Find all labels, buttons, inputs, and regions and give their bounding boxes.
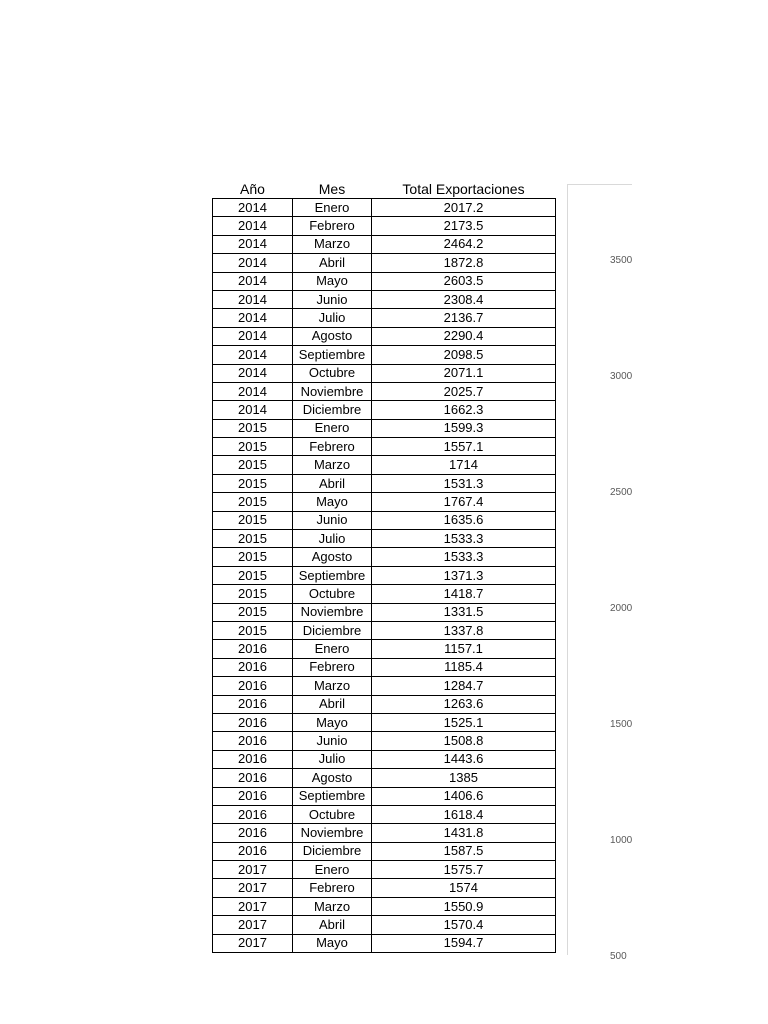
cell-total: 2136.7 [372, 309, 556, 327]
cell-year: 2015 [213, 603, 293, 621]
cell-total: 1337.8 [372, 621, 556, 639]
cell-month: Abril [293, 254, 372, 272]
table-row [213, 272, 556, 290]
table-row [213, 603, 556, 621]
cell-total: 1331.5 [372, 603, 556, 621]
cell-total: 1431.8 [372, 824, 556, 842]
cell-total: 2290.4 [372, 327, 556, 345]
cell-month: Abril [293, 695, 372, 713]
cell-total: 1767.4 [372, 493, 556, 511]
cell-year: 2014 [213, 382, 293, 400]
cell-year: 2016 [213, 732, 293, 750]
table-row [213, 217, 556, 235]
cell-total: 2464.2 [372, 235, 556, 253]
cell-month: Junio [293, 290, 372, 308]
cell-total: 1714 [372, 456, 556, 474]
cell-year: 2015 [213, 474, 293, 492]
cell-month: Febrero [293, 217, 372, 235]
cell-year: 2016 [213, 750, 293, 768]
cell-month: Septiembre [293, 566, 372, 584]
table-row [213, 824, 556, 842]
cell-year: 2017 [213, 916, 293, 934]
cell-total: 2098.5 [372, 346, 556, 364]
cell-total: 1872.8 [372, 254, 556, 272]
table-header-row [213, 178, 556, 199]
cell-total: 1533.3 [372, 548, 556, 566]
table-row [213, 327, 556, 345]
cell-year: 2014 [213, 235, 293, 253]
table-row [213, 750, 556, 768]
table-row [213, 677, 556, 695]
cell-month: Septiembre [293, 346, 372, 364]
table-row [213, 511, 556, 529]
cell-year: 2014 [213, 327, 293, 345]
cell-year: 2016 [213, 787, 293, 805]
cell-year: 2017 [213, 934, 293, 952]
y-tick-label: 3500 [610, 255, 633, 266]
cell-month: Febrero [293, 438, 372, 456]
cell-total: 1575.7 [372, 861, 556, 879]
table-row [213, 199, 556, 217]
cell-year: 2014 [213, 401, 293, 419]
cell-year: 2016 [213, 677, 293, 695]
chart-fragment [567, 184, 633, 962]
cell-total: 1618.4 [372, 805, 556, 823]
cell-year: 2017 [213, 861, 293, 879]
cell-month: Marzo [293, 897, 372, 915]
cell-month: Abril [293, 916, 372, 934]
cell-year: 2016 [213, 658, 293, 676]
cell-total: 1594.7 [372, 934, 556, 952]
table-row [213, 456, 556, 474]
table-row [213, 805, 556, 823]
cell-year: 2016 [213, 769, 293, 787]
cell-month: Febrero [293, 879, 372, 897]
table-row [213, 879, 556, 897]
cell-total: 1574 [372, 879, 556, 897]
cell-month: Enero [293, 419, 372, 437]
table-body [213, 199, 556, 953]
cell-month: Julio [293, 750, 372, 768]
cell-year: 2014 [213, 217, 293, 235]
table-row [213, 842, 556, 860]
cell-total: 1263.6 [372, 695, 556, 713]
cell-year: 2015 [213, 530, 293, 548]
cell-total: 1587.5 [372, 842, 556, 860]
cell-year: 2014 [213, 309, 293, 327]
table-row [213, 695, 556, 713]
cell-month: Noviembre [293, 603, 372, 621]
table-row [213, 916, 556, 934]
cell-month: Junio [293, 732, 372, 750]
cell-month: Octubre [293, 805, 372, 823]
cell-total: 2173.5 [372, 217, 556, 235]
cell-month: Agosto [293, 548, 372, 566]
cell-month: Enero [293, 199, 372, 217]
table-row [213, 401, 556, 419]
cell-total: 1599.3 [372, 419, 556, 437]
cell-year: 2014 [213, 290, 293, 308]
cell-total: 1635.6 [372, 511, 556, 529]
table-row [213, 346, 556, 364]
cell-month: Octubre [293, 585, 372, 603]
table-row [213, 861, 556, 879]
cell-total: 2308.4 [372, 290, 556, 308]
table-row [213, 621, 556, 639]
cell-total: 2017.2 [372, 199, 556, 217]
cell-year: 2016 [213, 640, 293, 658]
cell-year: 2016 [213, 713, 293, 731]
cell-total: 2071.1 [372, 364, 556, 382]
header-total-exports: Total Exportaciones [402, 181, 525, 197]
table-row [213, 732, 556, 750]
cell-year: 2015 [213, 419, 293, 437]
table-row [213, 309, 556, 327]
table-row [213, 438, 556, 456]
table-row [213, 530, 556, 548]
cell-month: Agosto [293, 769, 372, 787]
cell-year: 2016 [213, 842, 293, 860]
table-row [213, 640, 556, 658]
cell-total: 1443.6 [372, 750, 556, 768]
cell-month: Enero [293, 861, 372, 879]
header-month: Mes [318, 181, 346, 197]
cell-year: 2014 [213, 364, 293, 382]
cell-month: Octubre [293, 364, 372, 382]
cell-total: 1531.3 [372, 474, 556, 492]
table-row [213, 364, 556, 382]
cell-month: Mayo [293, 934, 372, 952]
cell-year: 2015 [213, 511, 293, 529]
exports-table [212, 178, 556, 953]
cell-total: 1533.3 [372, 530, 556, 548]
cell-year: 2014 [213, 272, 293, 290]
cell-month: Marzo [293, 235, 372, 253]
table-row [213, 566, 556, 584]
cell-total: 1385 [372, 769, 556, 787]
cell-month: Noviembre [293, 382, 372, 400]
cell-month: Septiembre [293, 787, 372, 805]
table-row [213, 548, 556, 566]
cell-year: 2016 [213, 824, 293, 842]
cell-month: Diciembre [293, 621, 372, 639]
table-row [213, 787, 556, 805]
cell-year: 2014 [213, 199, 293, 217]
cell-total: 1406.6 [372, 787, 556, 805]
table-row [213, 382, 556, 400]
cell-month: Junio [293, 511, 372, 529]
cell-total: 1508.8 [372, 732, 556, 750]
cell-month: Mayo [293, 493, 372, 511]
cell-month: Marzo [293, 456, 372, 474]
table-row [213, 713, 556, 731]
cell-year: 2015 [213, 438, 293, 456]
y-tick-label: 1500 [610, 719, 633, 730]
cell-month: Mayo [293, 713, 372, 731]
y-tick-label: 2500 [610, 487, 633, 498]
cell-month: Noviembre [293, 824, 372, 842]
cell-total: 1418.7 [372, 585, 556, 603]
cell-total: 1550.9 [372, 897, 556, 915]
cell-year: 2014 [213, 254, 293, 272]
cell-year: 2016 [213, 805, 293, 823]
cell-year: 2017 [213, 897, 293, 915]
cell-year: 2017 [213, 879, 293, 897]
cell-year: 2015 [213, 493, 293, 511]
table-row [213, 419, 556, 437]
table-row [213, 254, 556, 272]
cell-year: 2015 [213, 566, 293, 584]
cell-total: 1371.3 [372, 566, 556, 584]
table-row [213, 585, 556, 603]
cell-total: 1284.7 [372, 677, 556, 695]
y-tick-label: 2000 [610, 603, 633, 614]
cell-month: Abril [293, 474, 372, 492]
cell-year: 2014 [213, 346, 293, 364]
cell-month: Diciembre [293, 401, 372, 419]
header-year: Año [240, 181, 265, 197]
cell-year: 2016 [213, 695, 293, 713]
cell-total: 1525.1 [372, 713, 556, 731]
cell-total: 2025.7 [372, 382, 556, 400]
table-row [213, 897, 556, 915]
table-row [213, 658, 556, 676]
table-row [213, 474, 556, 492]
cell-month: Febrero [293, 658, 372, 676]
cell-month: Enero [293, 640, 372, 658]
cell-total: 2603.5 [372, 272, 556, 290]
cell-month: Mayo [293, 272, 372, 290]
cell-year: 2015 [213, 548, 293, 566]
cell-year: 2015 [213, 456, 293, 474]
cell-month: Agosto [293, 327, 372, 345]
cell-total: 1157.1 [372, 640, 556, 658]
cell-year: 2015 [213, 585, 293, 603]
cell-total: 1557.1 [372, 438, 556, 456]
y-tick-label: 3000 [610, 371, 633, 382]
table-row [213, 235, 556, 253]
cell-month: Diciembre [293, 842, 372, 860]
cell-month: Marzo [293, 677, 372, 695]
table-row [213, 769, 556, 787]
cell-year: 2015 [213, 621, 293, 639]
cell-total: 1185.4 [372, 658, 556, 676]
table-row [213, 493, 556, 511]
y-tick-label: 500 [610, 951, 627, 962]
cell-month: Julio [293, 530, 372, 548]
table-row [213, 290, 556, 308]
cell-month: Julio [293, 309, 372, 327]
cell-total: 1570.4 [372, 916, 556, 934]
table-row [213, 934, 556, 952]
cell-total: 1662.3 [372, 401, 556, 419]
y-tick-label: 1000 [610, 835, 633, 846]
